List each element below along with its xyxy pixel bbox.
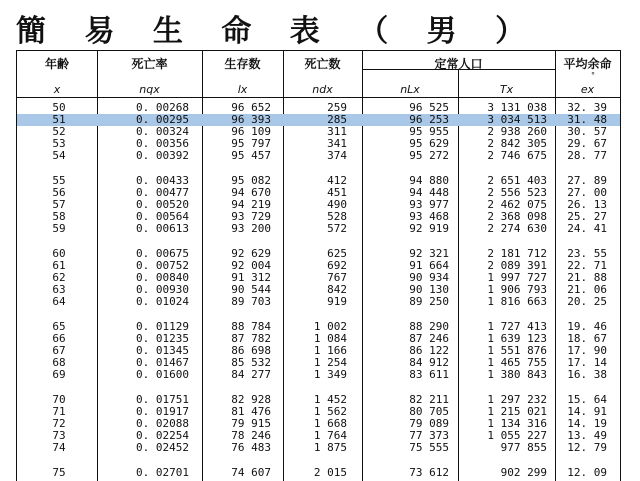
cell-nlx: 86 122 [409,344,449,357]
cell-survivors: 84 277 [231,368,271,381]
cell-survivors: 96 652 [231,101,271,114]
cell-age: 59 [52,222,66,235]
cell-deaths: 1 452 [313,393,347,406]
cell-ex: 12. 09 [567,466,607,479]
cell-ex: 24. 41 [567,222,607,235]
symbol-tx: Tx [499,83,514,96]
cell-ex: 12. 79 [567,441,607,454]
cell-ex: 25. 27 [567,210,607,223]
cell-deaths: 842 [327,283,347,296]
cell-nlx: 83 611 [409,368,449,381]
cell-deaths: 1 562 [313,405,347,418]
cell-tx: 2 556 523 [487,186,547,199]
cell-deaths: 259 [327,101,347,114]
cell-age: 51 [52,113,66,126]
cell-age: 66 [52,332,66,345]
cell-death-rate: 0. 00930 [136,283,189,296]
cell-tx: 3 131 038 [487,101,547,114]
cell-deaths: 1 764 [313,429,347,442]
cell-deaths: 285 [327,113,347,126]
cell-age: 61 [52,259,66,272]
cell-nlx: 94 880 [409,174,449,187]
cell-death-rate: 0. 02088 [136,417,189,430]
cell-death-rate: 0. 00840 [136,271,189,284]
cell-nlx: 91 664 [409,259,449,272]
cell-death-rate: 0. 02452 [136,441,189,454]
table-row [17,223,620,235]
cell-survivors: 93 200 [231,222,271,235]
cell-death-rate: 0. 00752 [136,259,189,272]
cell-survivors: 92 004 [231,259,271,272]
header-death-rate: 死亡率 [131,57,168,71]
table-row [17,369,620,381]
cell-survivors: 95 082 [231,174,271,187]
cell-death-rate: 0. 00392 [136,149,189,162]
cell-death-rate: 0. 00675 [136,247,189,260]
cell-ex: 29. 67 [567,137,607,150]
cell-nlx: 96 525 [409,101,449,114]
cell-age: 52 [52,125,66,138]
cell-death-rate: 0. 01129 [136,320,189,333]
cell-deaths: 1 349 [313,368,347,381]
cell-survivors: 79 915 [231,417,271,430]
cell-ex: 30. 57 [567,125,607,138]
cell-nlx: 93 977 [409,198,449,211]
cell-age: 73 [52,429,66,442]
cell-ex: 17. 90 [567,344,607,357]
cell-age: 65 [52,320,66,333]
cell-ex: 14. 19 [567,417,607,430]
cell-nlx: 95 629 [409,137,449,150]
cell-survivors: 92 629 [231,247,271,260]
cell-nlx: 88 290 [409,320,449,333]
cell-tx: 1 465 755 [487,356,547,369]
cell-age: 67 [52,344,66,357]
header-stationary-population: 定常人口 [434,57,483,71]
cell-tx: 2 651 403 [487,174,547,187]
cell-survivors: 85 532 [231,356,271,369]
cell-deaths: 1 668 [313,417,347,430]
cell-nlx: 96 253 [409,113,449,126]
cell-death-rate: 0. 00613 [136,222,189,235]
cell-deaths: 528 [327,210,347,223]
page-title: 簡 易 生 命 表 （ 男 ） [16,14,540,49]
cell-deaths: 572 [327,222,347,235]
cell-nlx: 84 912 [409,356,449,369]
cell-tx: 2 746 675 [487,149,547,162]
cell-tx: 1 906 793 [487,283,547,296]
cell-death-rate: 0. 00324 [136,125,189,138]
cell-deaths: 374 [327,149,347,162]
cell-survivors: 91 312 [231,271,271,284]
cell-deaths: 451 [327,186,347,199]
cell-tx: 2 274 630 [487,222,547,235]
ring-mark: ° [591,71,595,80]
cell-nlx: 77 373 [409,429,449,442]
cell-nlx: 93 468 [409,210,449,223]
header-life-expectancy: 平均余命 [563,57,612,71]
cell-age: 63 [52,283,66,296]
cell-nlx: 95 955 [409,125,449,138]
cell-death-rate: 0. 02701 [136,466,189,479]
cell-nlx: 90 934 [409,271,449,284]
cell-tx: 1 134 316 [487,417,547,430]
cell-age: 56 [52,186,66,199]
life-table [16,50,621,481]
cell-age: 55 [52,174,66,187]
symbol-ex: ex [580,83,595,96]
cell-age: 50 [52,101,66,114]
cell-death-rate: 0. 00564 [136,210,189,223]
cell-death-rate: 0. 01467 [136,356,189,369]
cell-ex: 27. 00 [567,186,607,199]
cell-deaths: 625 [327,247,347,260]
cell-survivors: 94 219 [231,198,271,211]
cell-age: 54 [52,149,66,162]
cell-survivors: 74 607 [231,466,271,479]
cell-deaths: 490 [327,198,347,211]
cell-survivors: 96 393 [231,113,271,126]
cell-tx: 2 462 075 [487,198,547,211]
cell-deaths: 692 [327,259,347,272]
cell-tx: 1 215 021 [487,405,547,418]
cell-survivors: 95 457 [231,149,271,162]
symbol-survivors: lx [237,83,248,96]
cell-death-rate: 0. 01345 [136,344,189,357]
cell-tx: 2 089 391 [487,259,547,272]
cell-nlx: 89 250 [409,295,449,308]
cell-deaths: 311 [327,125,347,138]
cell-nlx: 95 272 [409,149,449,162]
cell-survivors: 86 698 [231,344,271,357]
cell-tx: 1 055 227 [487,429,547,442]
header-row-symbols [17,83,620,97]
cell-ex: 21. 88 [567,271,607,284]
cell-death-rate: 0. 00520 [136,198,189,211]
cell-tx: 1 997 727 [487,271,547,284]
cell-survivors: 87 782 [231,332,271,345]
cell-ex: 23. 55 [567,247,607,260]
header-survivors: 生存数 [224,57,261,71]
cell-age: 70 [52,393,66,406]
cell-deaths: 1 002 [313,320,347,333]
cell-tx: 1 727 413 [487,320,547,333]
cell-age: 69 [52,368,66,381]
cell-ex: 28. 77 [567,149,607,162]
cell-survivors: 95 797 [231,137,271,150]
header-rule [17,97,620,98]
cell-death-rate: 0. 00268 [136,101,189,114]
cell-nlx: 73 612 [409,466,449,479]
cell-age: 64 [52,295,66,308]
cell-tx: 2 368 098 [487,210,547,223]
cell-tx: 2 181 712 [487,247,547,260]
cell-ex: 17. 14 [567,356,607,369]
cell-age: 71 [52,405,66,418]
cell-nlx: 80 705 [409,405,449,418]
cell-survivors: 96 109 [231,125,271,138]
cell-nlx: 75 555 [409,441,449,454]
cell-tx: 977 855 [500,441,547,454]
cell-deaths: 1 254 [313,356,347,369]
cell-tx: 3 034 513 [487,113,547,126]
cell-tx: 2 842 305 [487,137,547,150]
cell-ex: 27. 89 [567,174,607,187]
cell-ex: 20. 25 [567,295,607,308]
symbol-deaths: ndx [312,83,333,96]
cell-death-rate: 0. 01235 [136,332,189,345]
table-row [17,296,620,308]
header-age: 年齢 [44,57,69,71]
header-deaths: 死亡数 [304,57,341,71]
cell-death-rate: 0. 01917 [136,405,189,418]
cell-deaths: 1 084 [313,332,347,345]
cell-deaths: 412 [327,174,347,187]
cell-age: 75 [52,466,66,479]
cell-deaths: 767 [327,271,347,284]
cell-nlx: 92 321 [409,247,449,260]
cell-deaths: 919 [327,295,347,308]
cell-death-rate: 0. 00356 [136,137,189,150]
cell-deaths: 341 [327,137,347,150]
cell-ex: 15. 64 [567,393,607,406]
cell-survivors: 78 246 [231,429,271,442]
cell-death-rate: 0. 01600 [136,368,189,381]
table-row [17,150,620,162]
table-row [17,467,620,479]
cell-age: 58 [52,210,66,223]
cell-ex: 22. 71 [567,259,607,272]
cell-tx: 2 938 260 [487,125,547,138]
cell-age: 68 [52,356,66,369]
cell-death-rate: 0. 00295 [136,113,189,126]
cell-ex: 26. 13 [567,198,607,211]
symbol-death-rate: nqx [139,83,160,96]
cell-ex: 19. 46 [567,320,607,333]
cell-nlx: 92 919 [409,222,449,235]
cell-deaths: 1 875 [313,441,347,454]
table-row [17,442,620,454]
cell-deaths: 2 015 [313,466,347,479]
cell-nlx: 94 448 [409,186,449,199]
symbol-age: x [53,83,61,96]
cell-age: 74 [52,441,66,454]
cell-survivors: 89 703 [231,295,271,308]
cell-ex: 16. 38 [567,368,607,381]
cell-death-rate: 0. 01751 [136,393,189,406]
cell-ex: 21. 06 [567,283,607,296]
cell-survivors: 90 544 [231,283,271,296]
cell-death-rate: 0. 01024 [136,295,189,308]
cell-ex: 32. 39 [567,101,607,114]
cell-survivors: 76 483 [231,441,271,454]
cell-tx: 1 297 232 [487,393,547,406]
cell-nlx: 82 211 [409,393,449,406]
header-row-labels [17,55,620,71]
cell-tx: 1 639 123 [487,332,547,345]
cell-age: 53 [52,137,66,150]
cell-death-rate: 0. 00433 [136,174,189,187]
symbol-nlx: nLx [400,83,420,96]
cell-death-rate: 0. 02254 [136,429,189,442]
cell-tx: 1 380 843 [487,368,547,381]
cell-age: 72 [52,417,66,430]
cell-deaths: 1 166 [313,344,347,357]
cell-survivors: 93 729 [231,210,271,223]
cell-ex: 18. 67 [567,332,607,345]
cell-ex: 13. 49 [567,429,607,442]
cell-nlx: 87 246 [409,332,449,345]
cell-survivors: 94 670 [231,186,271,199]
cell-ex: 31. 48 [567,113,607,126]
cell-survivors: 81 476 [231,405,271,418]
cell-nlx: 90 130 [409,283,449,296]
cell-age: 57 [52,198,66,211]
cell-death-rate: 0. 00477 [136,186,189,199]
cell-age: 62 [52,271,66,284]
cell-ex: 14. 91 [567,405,607,418]
cell-tx: 1 816 663 [487,295,547,308]
cell-tx: 1 551 876 [487,344,547,357]
cell-survivors: 88 784 [231,320,271,333]
cell-nlx: 79 089 [409,417,449,430]
cell-tx: 902 299 [500,466,547,479]
cell-age: 60 [52,247,66,260]
cell-survivors: 82 928 [231,393,271,406]
